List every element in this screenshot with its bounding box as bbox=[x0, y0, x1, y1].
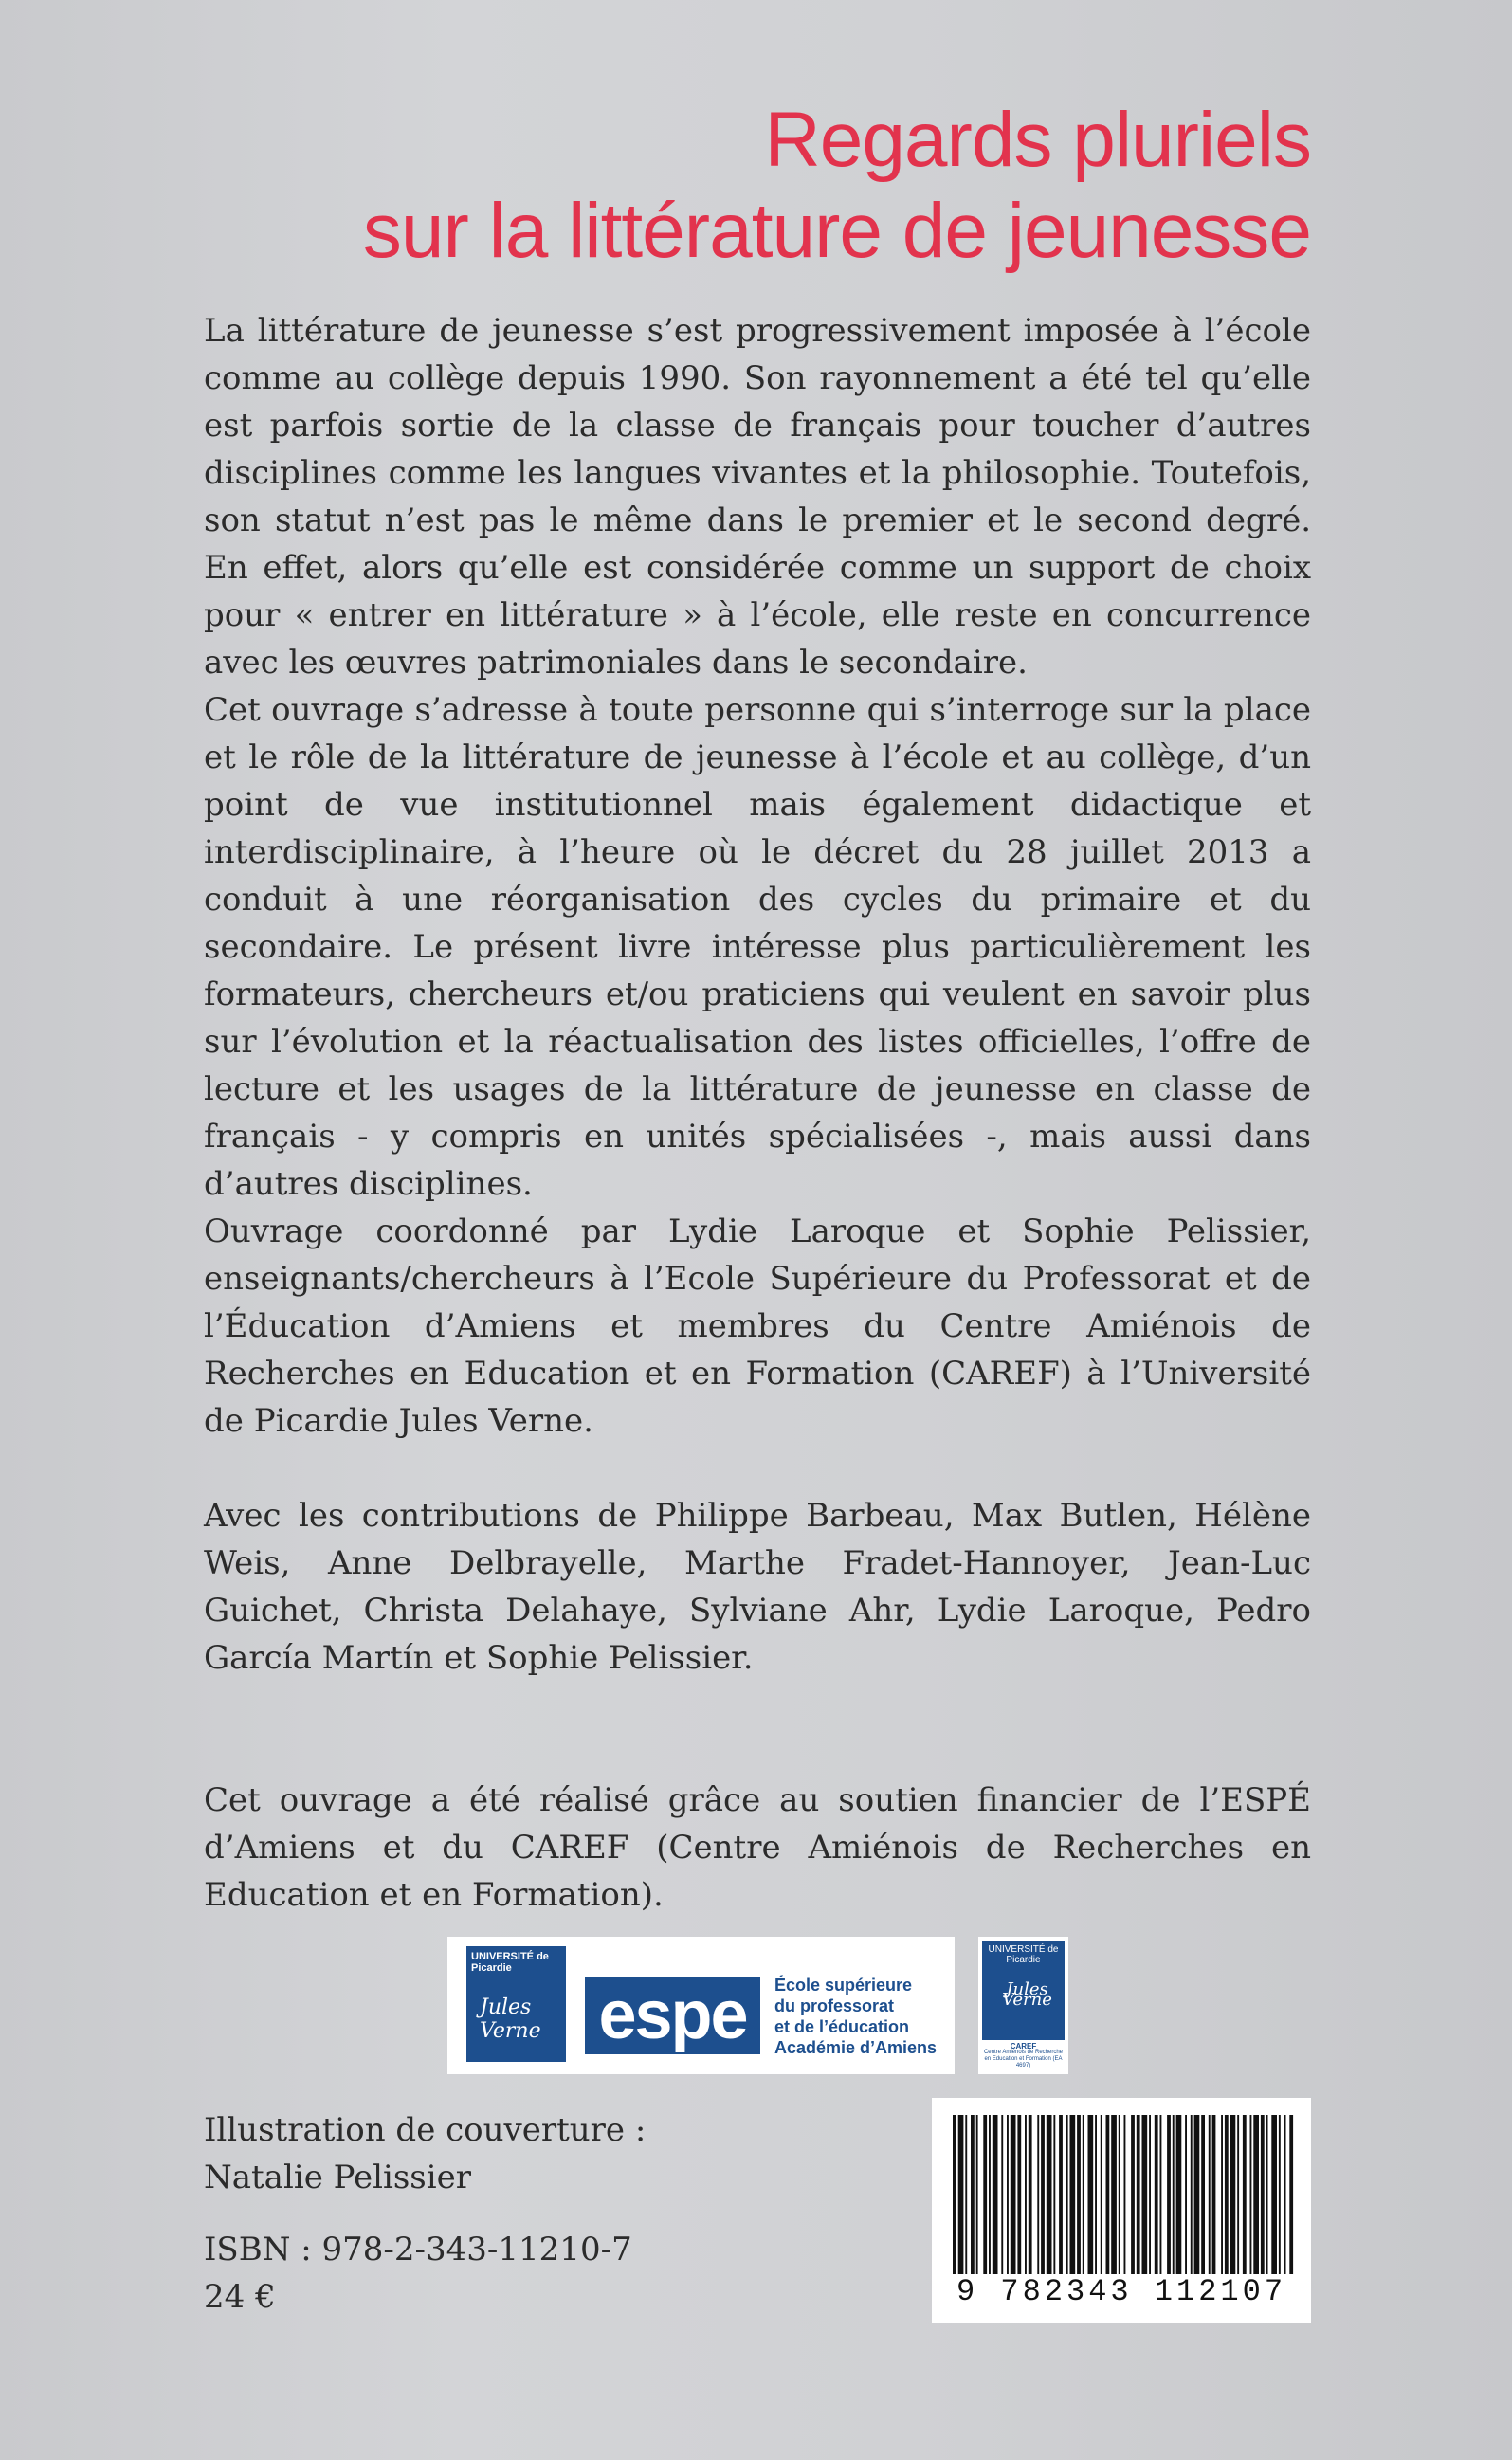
barcode-bar bbox=[989, 2115, 991, 2274]
barcode-bar bbox=[1119, 2115, 1120, 2274]
title-line-1: Regards pluriels bbox=[764, 97, 1311, 183]
barcode-bar bbox=[1191, 2115, 1193, 2274]
espe-text bbox=[774, 1975, 937, 2058]
barcode-bar bbox=[1167, 2115, 1171, 2274]
espe-logo: espe bbox=[585, 1977, 760, 2054]
upjv-logo bbox=[466, 1946, 566, 2062]
barcode-bars bbox=[949, 2115, 1294, 2276]
barcode-bar bbox=[1088, 2115, 1094, 2274]
intro-paragraph-1: La littérature de jeunesse s’est progressivement imposée à l’école comme au collège depuis 1990. Son rayonnement a été tel qu’elle est parfois sortie de la classe de français pour toucher d’autres disciplines comme les langues vivantes et la philosophie. Toutefois, son statut n’est pas le même dans le premier et le second degré. En effet, alors qu’elle est considérée comme un support de choix pour « entrer en littérature » à l’école, elle reste en concurrence avec les œuvres patrimoniales dans le secondaire. bbox=[204, 312, 1311, 682]
barcode-bar bbox=[1011, 2115, 1016, 2274]
barcode-bar bbox=[1266, 2115, 1268, 2274]
isbn-price bbox=[204, 2226, 632, 2321]
caref-logo bbox=[978, 1937, 1068, 2074]
barcode-bar bbox=[1237, 2115, 1239, 2274]
barcode-bar bbox=[1185, 2115, 1187, 2274]
funding-text: Cet ouvrage a été réalisé grâce au soutien financier de l’ESPÉ d’Amiens et du CAREF (Centre Amiénois de Recherches en Education et en Formation). bbox=[204, 1781, 1311, 1914]
barcode-bar bbox=[1037, 2115, 1039, 2274]
barcode-bar bbox=[1155, 2115, 1158, 2274]
caref-univ: UNIVERSITÉ de Picardie bbox=[988, 1944, 1059, 1965]
barcode-bar bbox=[1041, 2115, 1045, 2274]
caref-name: CAREF bbox=[1010, 2042, 1037, 2050]
caref-caption-text: Centre Amiénois de Recherche en Education et Formation (EA 4697) bbox=[983, 2050, 1064, 2068]
funding-paragraph bbox=[204, 1777, 1311, 1919]
barcode-bar bbox=[958, 2115, 964, 2274]
barcode-bar bbox=[1243, 2115, 1247, 2274]
barcode-bar bbox=[976, 2115, 978, 2274]
barcode-bar bbox=[971, 2115, 975, 2274]
isbn: ISBN : 978-2-343-11210-7 bbox=[204, 2231, 632, 2269]
intro-section bbox=[204, 307, 1311, 1208]
barcode-bar bbox=[1066, 2115, 1068, 2274]
barcode-bar bbox=[1077, 2115, 1081, 2274]
barcode-bar bbox=[1001, 2115, 1003, 2274]
barcode-bar bbox=[1194, 2115, 1200, 2274]
barcode-bar bbox=[1059, 2115, 1063, 2274]
barcode-bar bbox=[1289, 2115, 1293, 2274]
illustration-credit bbox=[204, 2106, 646, 2201]
barcode-bar bbox=[1029, 2115, 1032, 2274]
barcode-bar bbox=[1017, 2115, 1021, 2274]
barcode-bar bbox=[1101, 2115, 1102, 2274]
barcode-bar bbox=[1160, 2115, 1162, 2274]
espe-line-1: École supérieure bbox=[774, 1976, 913, 1995]
barcode-bar bbox=[1209, 2115, 1211, 2274]
barcode-bar bbox=[953, 2115, 956, 2274]
barcode-bar bbox=[1053, 2115, 1055, 2274]
contributions-text: Avec les contributions de Philippe Barbeau, Max Butlen, Hélène Weis, Anne Delbrayelle, Marthe Fradet-Hannoyer, Jean-Luc Guichet, Christa Delahaye, Sylviane Ahr, Lydie Laroque, Pedro García Martín et Sophie Pelissier. bbox=[204, 1497, 1311, 1677]
barcode-bar bbox=[1261, 2115, 1265, 2274]
barcode-bar bbox=[965, 2115, 967, 2274]
barcode-bar bbox=[1149, 2115, 1151, 2274]
barcode-bar bbox=[1095, 2115, 1097, 2274]
barcode-bar bbox=[1279, 2115, 1281, 2274]
barcode-bar bbox=[1047, 2115, 1052, 2274]
espe-line-3: et de l’éducation bbox=[774, 2017, 910, 2036]
partner-logos bbox=[447, 1937, 955, 2074]
barcode-bar bbox=[1225, 2115, 1229, 2274]
illustration-artist: Natalie Pelissier bbox=[204, 2159, 471, 2196]
barcode-bar bbox=[1137, 2115, 1140, 2274]
barcode-bar bbox=[1173, 2115, 1175, 2274]
barcode bbox=[932, 2098, 1311, 2323]
upjv-signature: Jules Verne bbox=[480, 1995, 541, 2043]
barcode-bar bbox=[1083, 2115, 1084, 2274]
barcode-bar bbox=[1106, 2115, 1110, 2274]
barcode-bar bbox=[1070, 2115, 1076, 2274]
illustration-label: Illustration de couverture : bbox=[204, 2111, 647, 2149]
title-line-2: sur la littérature de jeunesse bbox=[362, 188, 1311, 274]
upjv-name: UNIVERSITÉ de Picardie bbox=[471, 1951, 549, 1974]
barcode-bar bbox=[993, 2115, 998, 2274]
barcode-bar bbox=[1221, 2115, 1223, 2274]
price: 24 € bbox=[204, 2278, 276, 2316]
coordination-text: Ouvrage coordonné par Lydie Laroque et Sophie Pelissier, enseignants/chercheurs à l’Ecole Supérieure du Professorat et de l’Éducation d’Amiens et membres du Centre Amiénois de Recherches en Education et en Formation (CAREF) à l’Université de Picardie Jules Verne. bbox=[204, 1212, 1311, 1440]
espe-line-4: Académie d’Amiens bbox=[774, 2038, 938, 2057]
barcode-bar bbox=[1284, 2115, 1286, 2274]
coordination-paragraph bbox=[204, 1208, 1311, 1445]
barcode-bar bbox=[1124, 2115, 1126, 2274]
barcode-bar bbox=[1212, 2115, 1216, 2274]
intro-paragraph-2: Cet ouvrage s’adresse à toute personne qui s’interroge sur la place et le rôle de la littérature de jeunesse à l’école et au collège, d’un point de vue institutionnel mais également didactique et interdisciplinaire, à l’heure où le décret du 28 juillet 2013 a conduit à une réorganisation des cycles du primaire et du secondaire. Le présent livre intéresse plus particulièrement les formateurs, chercheurs et/ou praticiens qui veulent en savoir plus sur l’évolution et la réactualisation des listes officielles, l’offre de lecture et les usages de la littérature de jeunesse en classe de français - y compris en unités spécialisées -, mais aussi dans d’autres disciplines. bbox=[204, 691, 1311, 1203]
caref-caption bbox=[982, 2043, 1065, 2069]
barcode-bar bbox=[1131, 2115, 1135, 2274]
barcode-bar bbox=[1025, 2115, 1027, 2274]
book-title bbox=[363, 95, 1311, 277]
contributions-paragraph bbox=[204, 1492, 1311, 1682]
barcode-bar bbox=[1111, 2115, 1117, 2274]
barcode-bar bbox=[1230, 2115, 1236, 2274]
espe-line-2: du professorat bbox=[774, 1996, 895, 2015]
barcode-number: 9 782343 112107 bbox=[956, 2274, 1287, 2309]
caref-signature: Jules Verne bbox=[1002, 1979, 1052, 2010]
barcode-bar bbox=[1007, 2115, 1009, 2274]
barcode-bar bbox=[1176, 2115, 1182, 2274]
barcode-bar bbox=[1253, 2115, 1259, 2274]
caref-logo-block bbox=[982, 1941, 1065, 2040]
barcode-bar bbox=[983, 2115, 987, 2274]
barcode-bar bbox=[1250, 2115, 1252, 2274]
barcode-bar bbox=[1142, 2115, 1148, 2274]
barcode-bar bbox=[1201, 2115, 1205, 2274]
barcode-bar bbox=[1271, 2115, 1277, 2274]
